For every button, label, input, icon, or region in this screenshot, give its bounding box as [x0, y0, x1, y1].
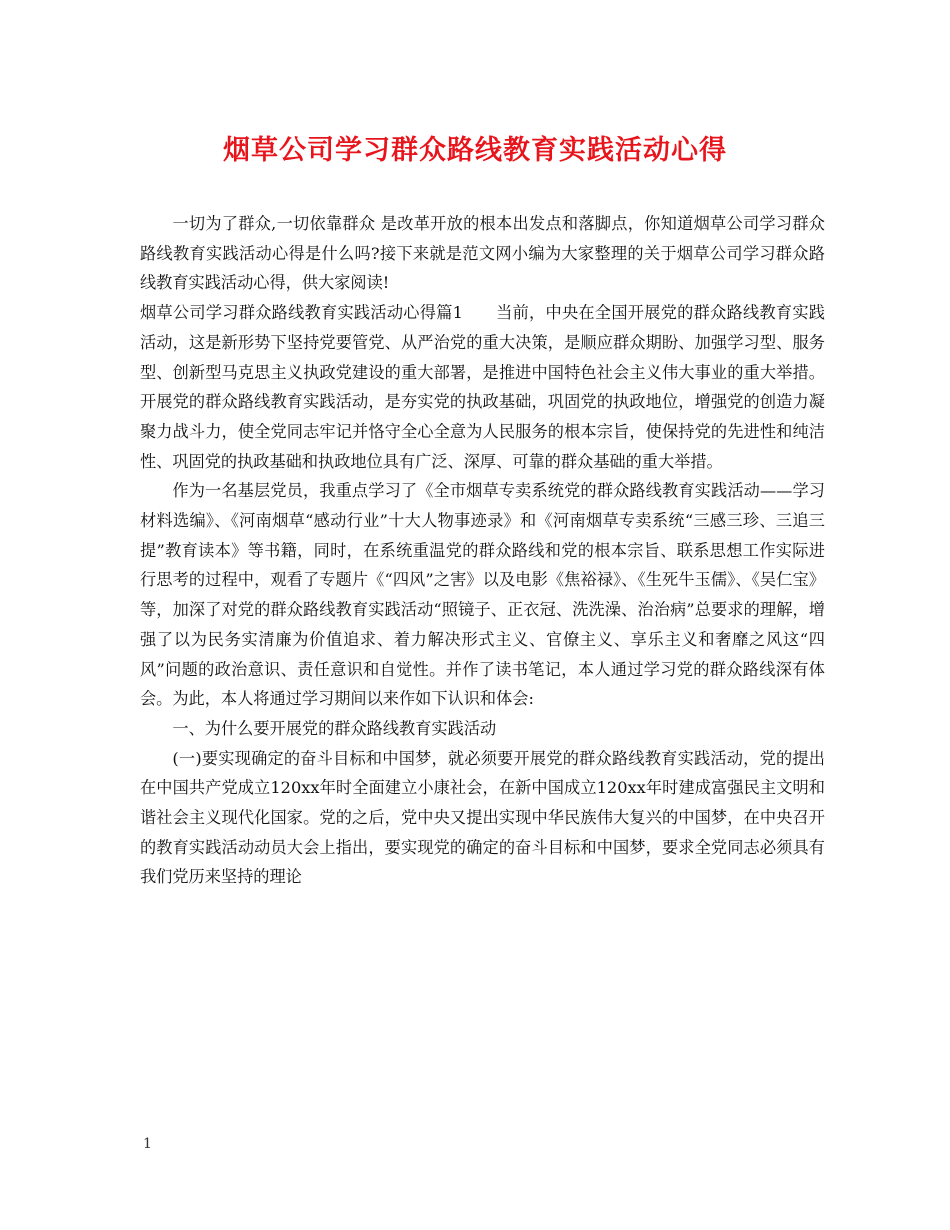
document-title: 烟草公司学习群众路线教育实践活动心得: [223, 135, 727, 166]
document-body: [140, 209, 825, 892]
page-number: 1: [143, 1136, 152, 1152]
paragraph-study: 作为一名基层党员，我重点学习了《全市烟草专卖系统党的群众路线教育实践活动——学习材料选编》、《河南烟草“感动行业”十大人物事迹录》和《河南烟草专卖系统“三感三珍、三追三提”教育读本》等书籍，同时，在系统重温党的群众路线和党的根本宗旨、联系思想工作实际进行思考的过程中，观看了专题片《“四风”之害》以及电影《焦裕禄》、《生死牛玉儒》、《吴仁宝》等，加深了对党的群众路线教育实践活动“照镜子、正衣冠、洗洗澡、治治病”总要求的理解，增强了以为民务实清廉为价值追求、着力解决形式主义、官僚主义、享乐主义和奢靡之风这“四风”问题的政治意识、责任意识和自觉性。并作了读书笔记，本人通过学习党的群众路线深有体会。为此，本人将通过学习期间以来作如下认识和体会:: [140, 481, 825, 709]
paragraph-goal: (一)要实现确定的奋斗目标和中国梦，就必须要开展党的群众路线教育实践活动，党的提出在中国共产党成立120xx年时全面建立小康社会，在新中国成立120xx年时建成富强民主文明和谐社会主义现代化国家。党的之后，党中央又提出实现中华民族伟大复兴的中国梦，在中央召开的教育实践活动动员大会上指出，要实现党的确定的奋斗目标和中国梦，要求全党同志必须具有我们党历来坚持的理论: [140, 748, 825, 887]
paragraph-part1: 烟草公司学习群众路线教育实践活动心得篇1 当前，中央在全国开展党的群众路线教育实践活动，这是新形势下坚持党要管党、从严治党的重大决策，是顺应群众期盼、加强学习型、服务型、创新型马克思主义执政党建设的重大部署，是推进中国特色社会主义伟大事业的重大举措。开展党的群众路线教育实践活动，是夯实党的执政基础，巩固党的执政地位，增强党的创造力凝聚力战斗力，使全党同志牢记并恪守全心全意为人民服务的根本宗旨，使保持党的先进性和纯洁性、巩固党的执政基础和执政地位具有广泛、深厚、可靠的群众基础的重大举措。: [140, 303, 825, 471]
section-heading: 一、为什么要开展党的群众路线教育实践活动: [172, 718, 497, 738]
paragraph-intro: 一切为了群众,一切依靠群众 是改革开放的根本出发点和落脚点，你知道烟草公司学习群众路线教育实践活动心得是什么吗?接下来就是范文网小编为大家整理的关于烟草公司学习群众路线教育实践活动心得，供大家阅读!: [140, 214, 825, 293]
